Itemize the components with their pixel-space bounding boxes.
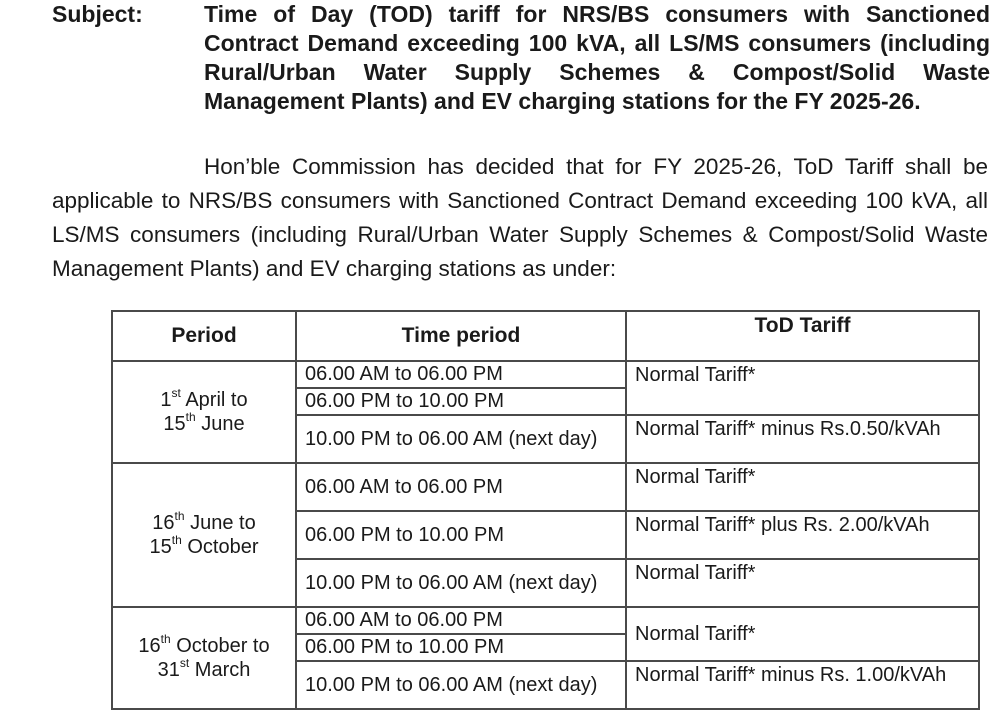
time-period-cell: 10.00 PM to 06.00 AM (next day) <box>296 415 626 463</box>
period-cell: 1st April to 15th June <box>112 361 296 463</box>
tariff-cell: Normal Tariff* plus Rs. 2.00/kVAh <box>626 511 979 559</box>
tod-tariff-table <box>111 310 980 710</box>
tariff-cell: Normal Tariff* <box>626 361 979 415</box>
table-row <box>112 361 979 388</box>
time-period-cell: 06.00 PM to 10.00 PM <box>296 388 626 415</box>
header-time-period: Time period <box>296 311 626 361</box>
time-period-cell: 10.00 PM to 06.00 AM (next day) <box>296 559 626 607</box>
period-cell: 16th October to 31st March <box>112 607 296 709</box>
tariff-cell: Normal Tariff* minus Rs. 1.00/kVAh <box>626 661 979 709</box>
time-period-cell: 06.00 PM to 10.00 PM <box>296 511 626 559</box>
table-row <box>112 463 979 511</box>
tariff-cell: Normal Tariff* minus Rs.0.50/kVAh <box>626 415 979 463</box>
subject-label: Subject: <box>52 1 143 27</box>
time-period-cell: 06.00 AM to 06.00 PM <box>296 361 626 388</box>
time-period-cell: 06.00 AM to 06.00 PM <box>296 607 626 634</box>
subject-text: Time of Day (TOD) tariff for NRS/BS consumers with Sanctioned Contract Demand exceeding 100 kVA, all LS/MS consumers (including Rural/Urban Water Supply Schemes & Compost/Solid Waste Management Plants) and EV charging stations for the FY 2025-26. <box>204 1 990 114</box>
tariff-cell: Normal Tariff* <box>626 559 979 607</box>
time-period-cell: 06.00 AM to 06.00 PM <box>296 463 626 511</box>
table-row <box>112 607 979 634</box>
body-paragraph: Hon’ble Commission has decided that for FY 2025-26, ToD Tariff shall be applicable to NRS/BS consumers with Sanctioned Contract Demand exceeding 100 kVA, all LS/MS consumers (including Rural/Urban Water Supply Schemes & Compost/Solid Waste Management Plants) and EV charging stations as under: <box>52 154 988 281</box>
period-cell: 16th June to 15th October <box>112 463 296 607</box>
time-period-cell: 06.00 PM to 10.00 PM <box>296 634 626 661</box>
time-period-cell: 10.00 PM to 06.00 AM (next day) <box>296 661 626 709</box>
header-period: Period <box>112 311 296 361</box>
header-tod-tariff: ToD Tariff <box>626 311 979 361</box>
table-header-row <box>112 311 979 361</box>
tariff-cell: Normal Tariff* <box>626 607 979 661</box>
tariff-cell: Normal Tariff* <box>626 463 979 511</box>
